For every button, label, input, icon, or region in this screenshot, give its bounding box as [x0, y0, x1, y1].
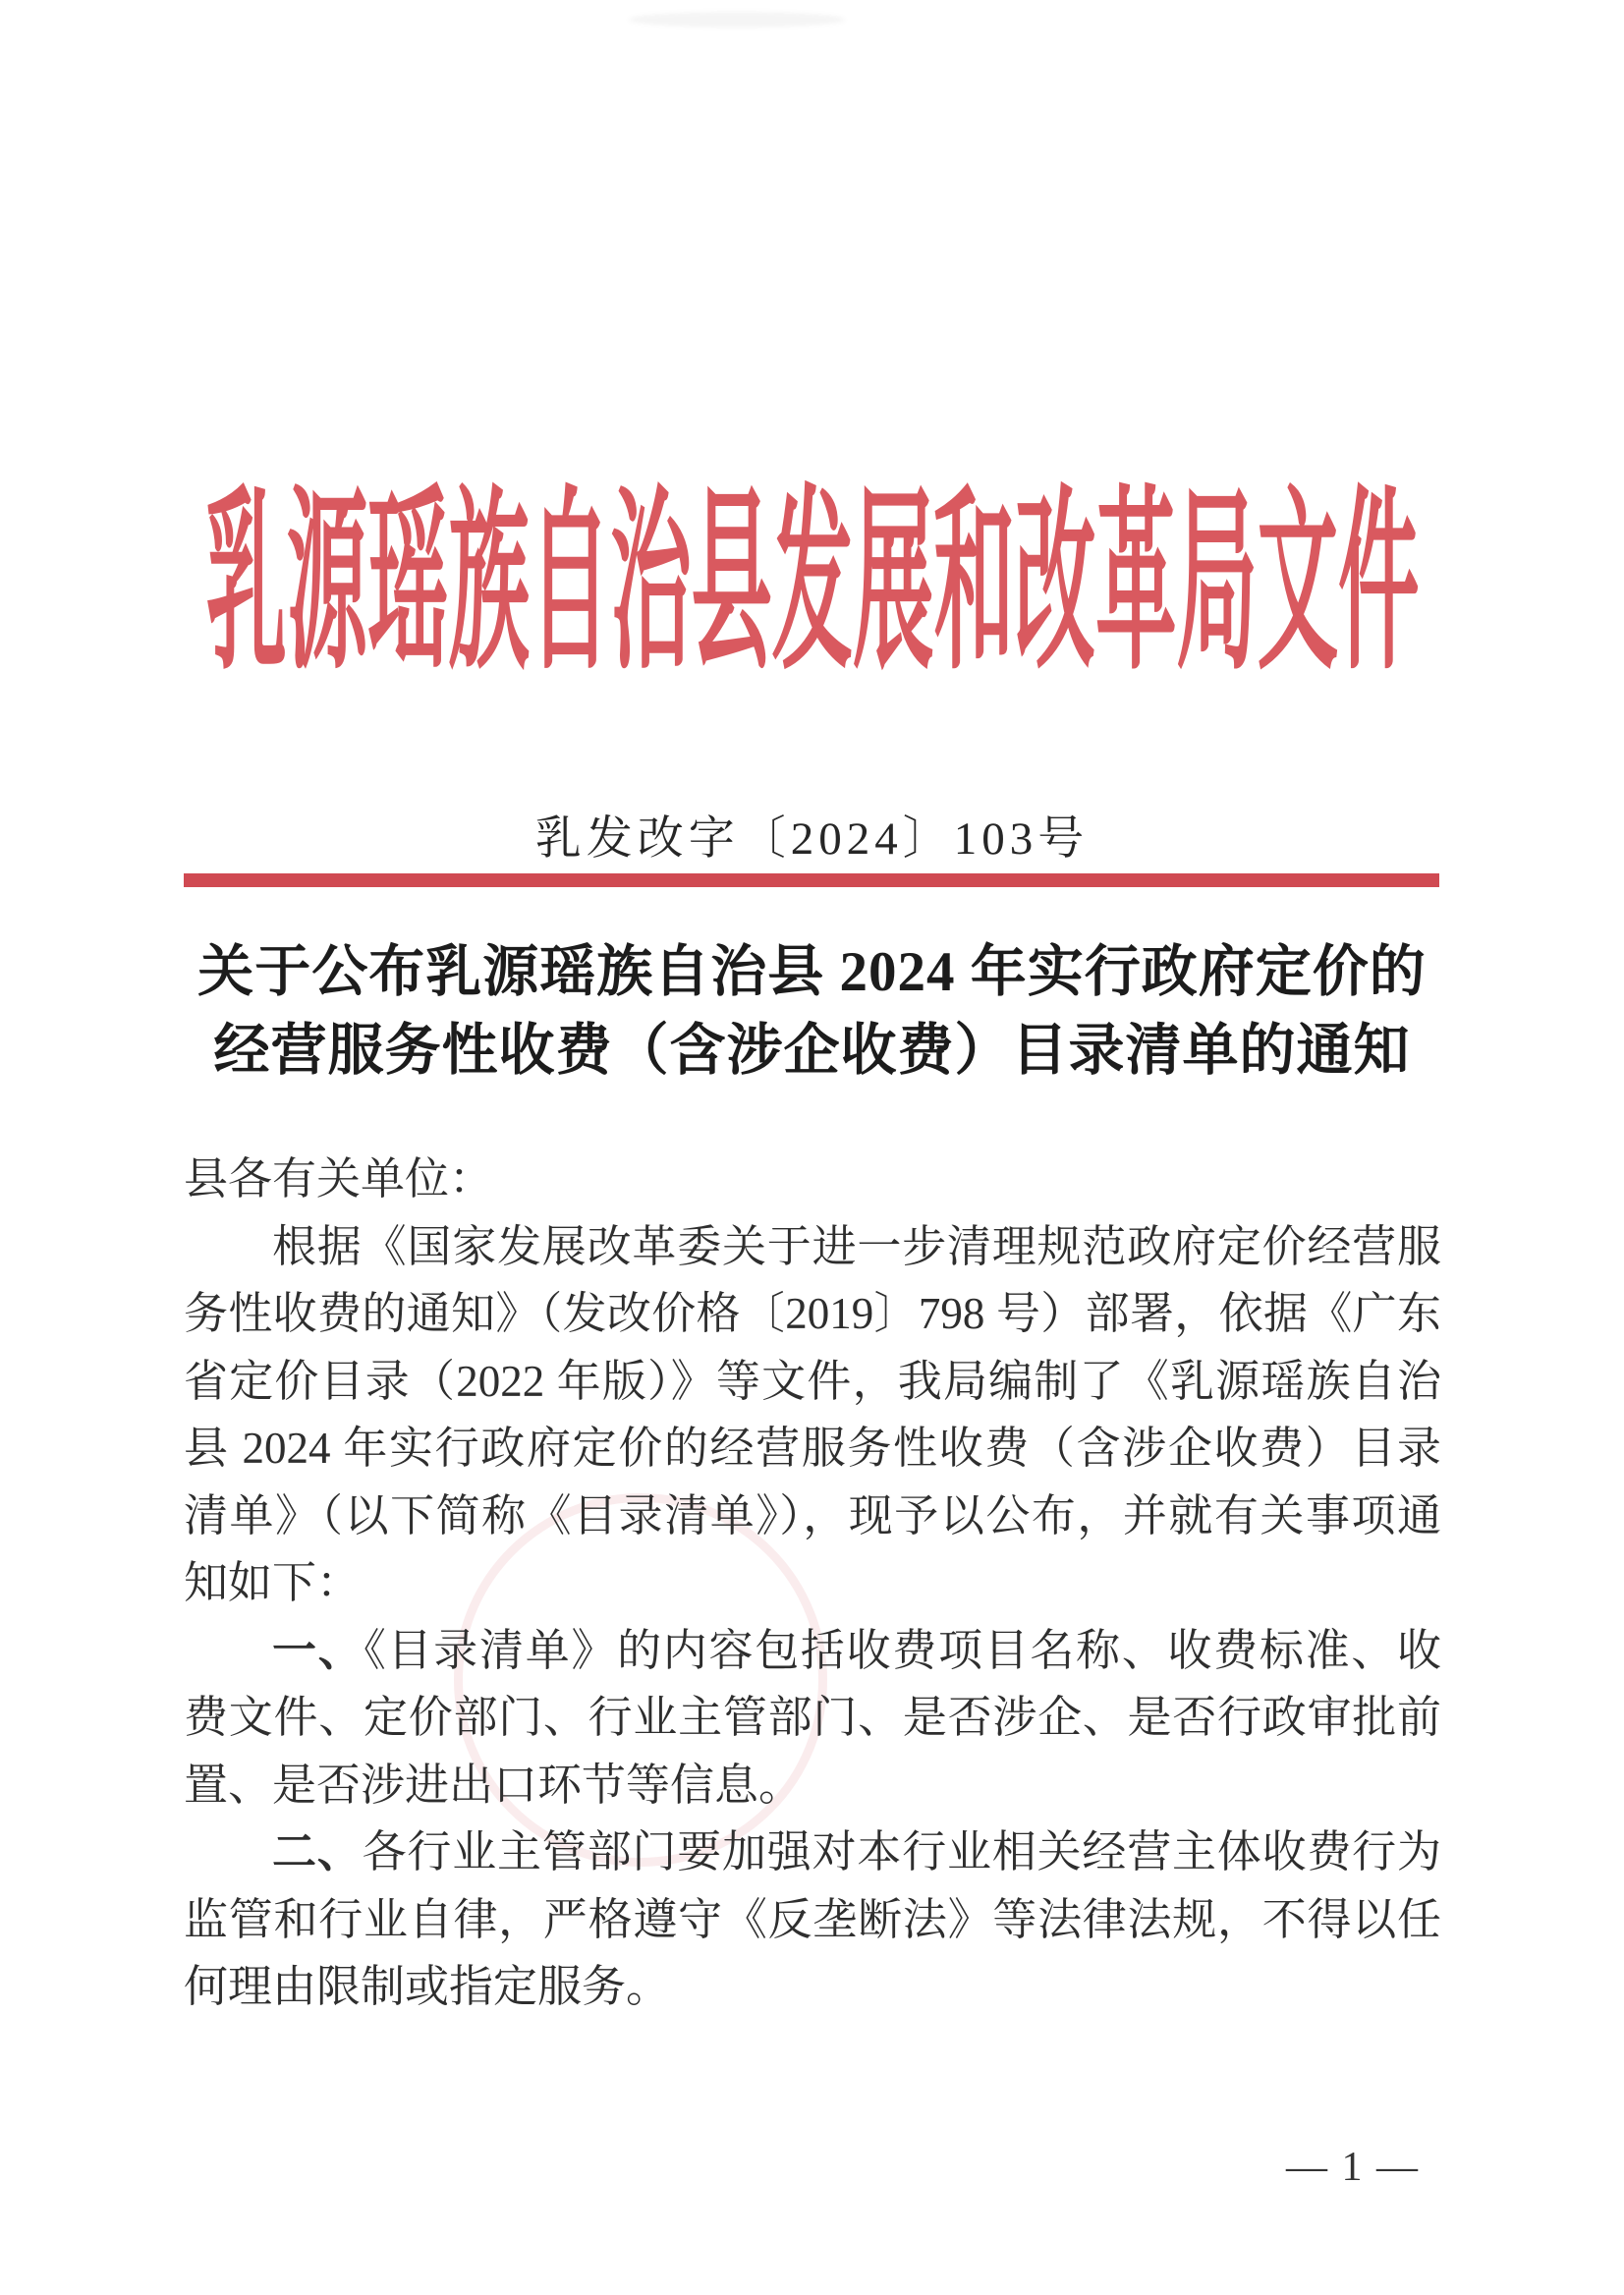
- paragraph-item-1: [184, 1617, 1441, 1819]
- document-title-line1: 关于公布乳源瑶族自治县 2024 年实行政府定价的: [197, 941, 1427, 1003]
- document-body: [184, 1146, 1441, 2021]
- paragraph-item-2-text: 各行业主管部门要加强对本行业相关经营主体收费行为监管和行业自律，严格遵守《反垄断法》等法律法规，不得以任何理由限制或指定服务。: [184, 1827, 1441, 2011]
- paragraph-basis-text: 根据《国家发展改革委关于进一步清理规范政府定价经营服务性收费的通知》（发改价格〔2019〕798 号）部署，依据《广东省定价目录（2022 年版）》等文件，我局编制了《乳源瑶族自治县 2024 年实行政府定价的经营服务性收费（含涉企收费）目录清单》（以下简称《目录清单》），现予以公布，并就有关事项通知如下：: [184, 1221, 1441, 1607]
- paragraph-basis: [184, 1213, 1441, 1617]
- document-title: [0, 933, 1624, 1091]
- page-number: — 1 —: [1286, 2145, 1420, 2190]
- paragraph-item-2: [184, 1819, 1441, 2021]
- scan-artifact: [629, 12, 845, 28]
- red-divider-line: [184, 873, 1439, 887]
- agency-title: 乳源瑶族自治县发展和改革局文件: [205, 475, 1419, 694]
- paragraph-item-1-text: 《目录清单》的内容包括收费项目名称、收费标准、收费文件、定价部门、行业主管部门、是否涉企、是否行政审批前置、是否涉进出口环节等信息。: [184, 1625, 1441, 1810]
- paragraph-item-1-number: 一、: [272, 1625, 364, 1675]
- paragraph-item-2-number: 二、: [272, 1827, 363, 1876]
- document-number: 乳发改字〔2024〕103号: [534, 813, 1090, 865]
- agency-banner: [0, 393, 1624, 739]
- document-title-line2: 经营服务性收费（含涉企收费）目录清单的通知: [213, 1020, 1411, 1082]
- salutation: 县各有关单位：: [184, 1154, 494, 1203]
